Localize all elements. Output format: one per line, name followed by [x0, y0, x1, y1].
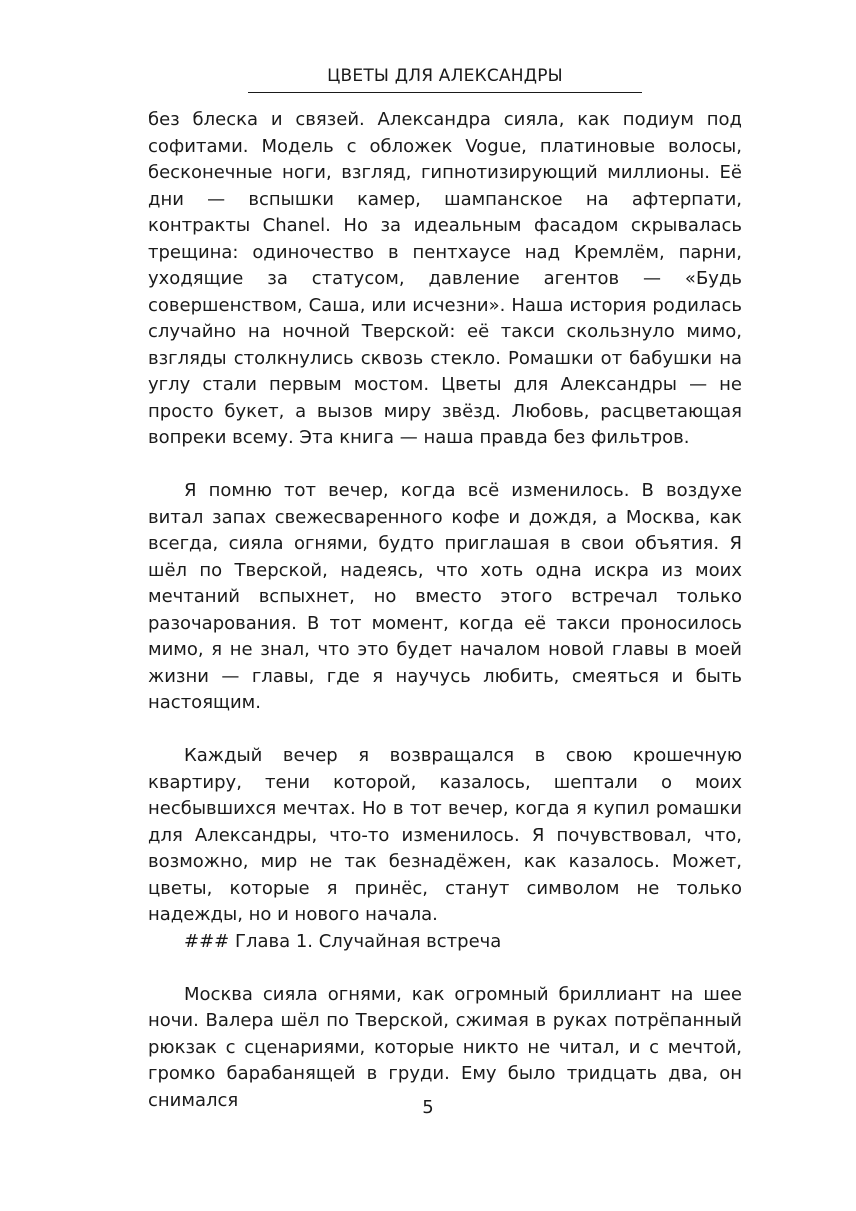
header-divider: [248, 92, 642, 93]
paragraph-prologue: без блеска и связей. Александра сияла, как подиум под софитами. Модель с обложек Vogue, платиновые волосы, бесконечные ноги, взгляд, гипнотизирующий миллионы. Её дни — вспышки камер, шампанское на афтерпати, контракты Chanel. Но за идеальным фасадом скрывалась трещина: одиночество в пентхаусе над Кремлём, парни, уходящие за статусом, давление агентов — «Будь совершенством, Саша, или исчезни». Наша история родилась случайно на ночной Тверской: её такси скользнуло мимо, взгляды столкнулись сквозь стекло. Ромашки от бабушки на углу стали первым мостом. Цветы для Александры — не просто букет, а вызов миру звёзд. Любовь, расцветающая вопреки всему. Эта книга — наша правда без фильтров.: [148, 109, 742, 448]
running-header-title: ЦВЕТЫ ДЛЯ АЛЕКСАНДРЫ: [327, 66, 563, 86]
paragraph-memory: Я помню тот вечер, когда всё изменилось. В воздухе витал запах свежесваренного кофе и дождя, а Москва, как всегда, сияла огнями, будто приглашая в свои объятия. Я шёл по Тверской, надеясь, что хоть одна искра из моих мечтаний вспыхнет, но вместо этого встречал только разочарования. В тот момент, когда её такси проносилось мимо, я не знал, что это будет началом новой главы в моей жизни — главы, где я научусь любить, смеяться и быть настоящим.: [148, 480, 742, 713]
paragraph-chapter-start: Москва сияла огнями, как огромный бриллиант на шее ночи. Валера шёл по Тверской, сжимая в руках потрёпанный рюкзак с сценариями, которые никто не читал, и с мечтой, громко барабанящей в груди. Ему было тридцать два, он снимался: [148, 983, 742, 1111]
page-body: [148, 107, 742, 1114]
chapter-heading: ### Глава 1. Случайная встреча: [184, 930, 502, 952]
page-number: 5: [422, 1097, 434, 1118]
paragraph-evening: Каждый вечер я возвращался в свою крошечную квартиру, тени которой, казалось, шептали о моих несбывшихся мечтах. Но в тот вечер, когда я купил ромашки для Александры, что-то изменилось. Я почувствовал, что, возможно, мир не так безнадёжен, как казалось. Может, цветы, которые я принёс, станут символом не только надежды, но и нового начала.: [148, 745, 742, 925]
